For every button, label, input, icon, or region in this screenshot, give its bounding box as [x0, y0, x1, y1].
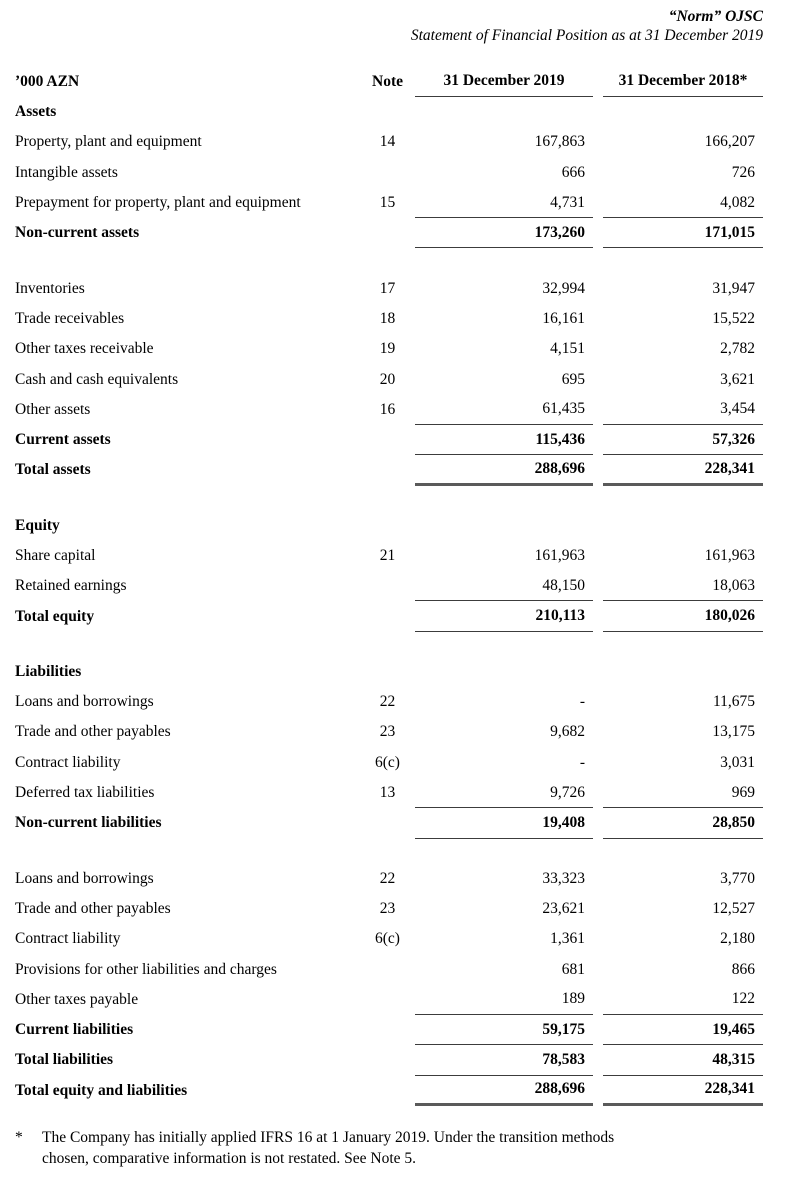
value-2019: [415, 97, 593, 127]
value-2018: 18,063: [603, 571, 763, 601]
value-2019: 4,731: [415, 188, 593, 218]
value-2019: 681: [561, 960, 585, 978]
row-label: Retained earnings: [15, 577, 127, 595]
row-label: Current liabilities: [15, 1021, 134, 1039]
note-cell: [360, 808, 415, 838]
value-2019: 210,113: [415, 601, 593, 631]
row-label: Total liabilities: [15, 1051, 114, 1069]
note-cell: [360, 985, 415, 1015]
value-2019: 78,583: [415, 1045, 593, 1075]
value-2019: 1,361: [550, 930, 585, 948]
table-row: [15, 511, 763, 541]
document-header: [15, 7, 763, 45]
row-label: Deferred tax liabilities: [15, 784, 155, 802]
column-gap: [593, 808, 603, 838]
row-label: Liabilities: [15, 662, 82, 680]
row-label: Total equity and liabilities: [15, 1081, 188, 1099]
note-cell: [360, 954, 415, 984]
value-2018: 166,207: [704, 133, 755, 151]
table-row: [15, 188, 763, 218]
value-2018: 161,963: [704, 547, 755, 564]
value-2018: 15,522: [712, 309, 755, 327]
column-gap: [593, 985, 603, 1015]
row-label: Share capital: [15, 547, 96, 564]
column-header-2019: 31 December 2019: [415, 72, 593, 97]
table-row: [15, 1076, 763, 1106]
statement-title: Statement of Financial Position as at 31 December 2019: [410, 27, 763, 44]
row-label: Loans and borrowings: [15, 693, 154, 711]
row-label: Trade receivables: [15, 309, 125, 327]
column-gap: [593, 304, 603, 334]
row-label: Inventories: [15, 279, 85, 297]
value-2018: 2,180: [720, 930, 755, 948]
table-row: [15, 687, 763, 717]
value-2019: 288,696: [415, 455, 593, 485]
column-gap: [593, 97, 603, 127]
value-2019: 19,408: [415, 808, 593, 838]
value-2019: 32,994: [542, 279, 585, 297]
note-cell: 23: [379, 899, 396, 917]
column-gap: [593, 127, 603, 157]
row-label: Other taxes receivable: [15, 340, 154, 358]
note-cell: 21: [379, 547, 396, 564]
note-cell: [360, 218, 415, 248]
table-row: [15, 894, 763, 924]
column-gap: [593, 425, 603, 455]
column-header-note: Note: [372, 73, 403, 90]
note-cell: 16: [379, 400, 396, 418]
row-label: Total equity: [15, 607, 95, 625]
table-row: [15, 425, 763, 455]
footnote-line: chosen, comparative information is not restated. See Note 5.: [42, 1150, 417, 1168]
table-row: [15, 778, 763, 808]
value-2019: [415, 657, 593, 687]
value-2019: -: [579, 693, 585, 711]
value-2018: 3,621: [720, 370, 755, 388]
value-2019: 4,151: [550, 340, 585, 358]
value-2018: 122: [603, 985, 763, 1015]
table-row: [15, 748, 763, 778]
row-label: Non-current assets: [15, 224, 140, 242]
value-2018: [603, 511, 763, 541]
note-cell: [360, 601, 415, 631]
note-cell: 13: [379, 784, 396, 802]
value-2018: 57,326: [603, 425, 763, 455]
footnote-line: The Company has initially applied IFRS 16 at 1 January 2019. Under the transition methods: [42, 1128, 615, 1146]
section-spacer: [15, 248, 763, 273]
column-gap: [593, 455, 603, 485]
note-cell: [360, 455, 415, 485]
column-gap: [593, 1015, 603, 1045]
table-row: [15, 1015, 763, 1045]
section-spacer: [15, 486, 763, 511]
column-gap: [593, 273, 603, 303]
section-spacer: [15, 839, 763, 864]
row-label: Cash and cash equivalents: [15, 370, 179, 388]
note-cell: 22: [379, 869, 396, 887]
value-2018: 12,527: [712, 899, 755, 917]
value-2019: 9,726: [415, 778, 593, 808]
note-cell: [360, 511, 415, 541]
note-cell: [360, 158, 415, 188]
note-cell: 14: [379, 133, 396, 151]
table-row: [15, 657, 763, 687]
value-2018: 3,454: [603, 395, 763, 425]
column-gap: [593, 717, 603, 747]
value-2018: 866: [731, 960, 755, 978]
value-2018: 4,082: [603, 188, 763, 218]
value-2019: 48,150: [415, 571, 593, 601]
column-gap: [593, 334, 603, 364]
value-2019: 115,436: [415, 425, 593, 455]
row-label: Prepayment for property, plant and equipment: [15, 194, 301, 212]
value-2018: 28,850: [603, 808, 763, 838]
table-row: [15, 455, 763, 485]
table-row: [15, 601, 763, 631]
table-row: [15, 158, 763, 188]
note-cell: 6(c): [375, 753, 400, 771]
row-label: Trade and other payables: [15, 723, 171, 741]
column-gap: [593, 218, 603, 248]
value-2018: 2,782: [720, 340, 755, 358]
column-gap: [593, 541, 603, 571]
value-2018: [603, 97, 763, 127]
table-row: [15, 97, 763, 127]
note-cell: 22: [379, 693, 396, 711]
value-2018: 3,031: [720, 753, 755, 771]
column-gap: [593, 571, 603, 601]
value-2018: 19,465: [603, 1015, 763, 1045]
value-2018: [603, 657, 763, 687]
value-2019: 666: [561, 163, 585, 181]
value-2019: 59,175: [415, 1015, 593, 1045]
row-label: Provisions for other liabilities and charges: [15, 960, 277, 978]
value-2019: 695: [561, 370, 585, 388]
row-label: Contract liability: [15, 753, 121, 771]
table-row: [15, 541, 763, 571]
value-2018: 11,675: [712, 693, 755, 711]
row-label: Property, plant and equipment: [15, 133, 202, 151]
value-2019: 189: [415, 985, 593, 1015]
financial-position-table: [15, 55, 763, 1106]
note-cell: [360, 425, 415, 455]
row-label: Current assets: [15, 431, 111, 449]
table-row: [15, 985, 763, 1015]
column-header-2018: 31 December 2018*: [603, 72, 763, 97]
column-gap: [593, 364, 603, 394]
column-gap: [593, 511, 603, 541]
row-label: Contract liability: [15, 930, 121, 948]
company-name: “Norm” OJSC: [668, 8, 763, 25]
row-label: Assets: [15, 103, 57, 121]
table-row: [15, 127, 763, 157]
column-gap: [593, 1045, 603, 1075]
value-2018: 31,947: [712, 279, 755, 297]
note-cell: [360, 1015, 415, 1045]
value-2019: 61,435: [415, 395, 593, 425]
value-2019: -: [579, 753, 585, 771]
value-2018: 228,341: [603, 455, 763, 485]
value-2018: 48,315: [603, 1045, 763, 1075]
column-header-currency: ’000 AZN: [15, 73, 80, 90]
column-gap: [593, 188, 603, 218]
footnote: [15, 1127, 763, 1170]
note-cell: 23: [379, 723, 396, 741]
note-cell: 20: [379, 370, 396, 388]
column-gap: [593, 395, 603, 425]
footnote-text: [42, 1127, 763, 1170]
value-2018: 13,175: [712, 723, 755, 741]
table-row: [15, 864, 763, 894]
value-2019: [415, 511, 593, 541]
column-gap: [593, 954, 603, 984]
row-label: Other assets: [15, 400, 91, 418]
table-row: [15, 954, 763, 984]
table-row: [15, 717, 763, 747]
column-gap: [593, 55, 603, 97]
row-label: Equity: [15, 516, 60, 534]
note-cell: 19: [379, 340, 396, 358]
value-2018: 228,341: [603, 1076, 763, 1106]
value-2019: 16,161: [542, 309, 585, 327]
row-label: Total assets: [15, 461, 91, 479]
column-gap: [593, 894, 603, 924]
value-2018: 171,015: [603, 218, 763, 248]
value-2019: 173,260: [415, 218, 593, 248]
column-gap: [593, 1076, 603, 1106]
note-cell: [360, 97, 415, 127]
table-row: [15, 273, 763, 303]
value-2019: 167,863: [534, 133, 585, 151]
note-cell: 17: [379, 279, 396, 297]
table-body: [15, 97, 763, 1106]
table-row: [15, 808, 763, 838]
row-label: Non-current liabilities: [15, 814, 162, 832]
value-2018: 3,770: [720, 869, 755, 887]
column-gap: [593, 601, 603, 631]
note-cell: 18: [379, 309, 396, 327]
column-gap: [593, 687, 603, 717]
table-header-row: [15, 55, 763, 97]
column-gap: [593, 748, 603, 778]
value-2019: 9,682: [550, 723, 585, 741]
value-2019: 288,696: [415, 1076, 593, 1106]
value-2018: 969: [603, 778, 763, 808]
note-cell: [360, 571, 415, 601]
note-cell: [360, 657, 415, 687]
table-row: [15, 334, 763, 364]
row-label: Intangible assets: [15, 163, 118, 181]
row-label: Other taxes payable: [15, 990, 139, 1008]
row-label: Loans and borrowings: [15, 869, 154, 887]
table-row: [15, 364, 763, 394]
table-row: [15, 395, 763, 425]
table-row: [15, 924, 763, 954]
value-2019: 23,621: [542, 899, 585, 917]
table-row: [15, 571, 763, 601]
column-gap: [593, 158, 603, 188]
value-2018: 180,026: [603, 601, 763, 631]
table-row: [15, 1045, 763, 1075]
value-2019: 161,963: [534, 547, 585, 564]
column-gap: [593, 864, 603, 894]
note-cell: 6(c): [375, 930, 400, 948]
footnote-marker: *: [15, 1128, 23, 1146]
value-2019: 33,323: [542, 869, 585, 887]
value-2018: 726: [731, 163, 755, 181]
note-cell: [360, 1076, 415, 1106]
column-gap: [593, 924, 603, 954]
table-row: [15, 218, 763, 248]
section-spacer: [15, 632, 763, 657]
row-label: Trade and other payables: [15, 899, 171, 917]
column-gap: [593, 657, 603, 687]
note-cell: 15: [379, 194, 396, 212]
table-row: [15, 304, 763, 334]
note-cell: [360, 1045, 415, 1075]
column-gap: [593, 778, 603, 808]
